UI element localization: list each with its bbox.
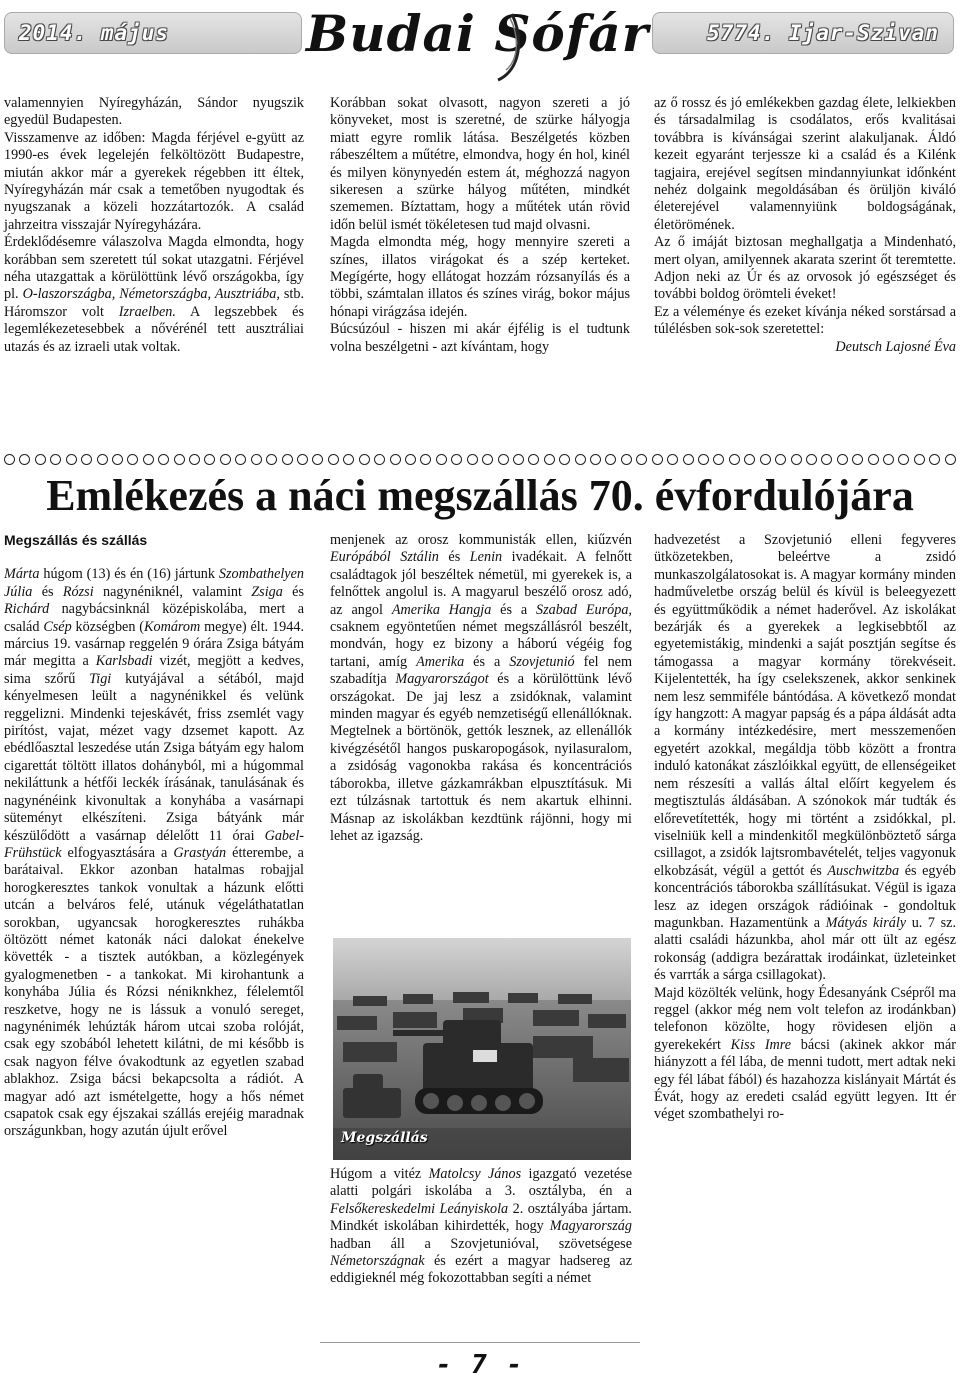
- footer-rule: [320, 1342, 640, 1343]
- occupation-photo: [333, 938, 631, 1160]
- ring-ornament: [328, 454, 339, 465]
- ring-ornament: [297, 454, 308, 465]
- ring-ornament: [436, 454, 447, 465]
- ring-ornament: [621, 454, 632, 465]
- top-col3-para-3: Ez a véleménye és ezeket kívánja néked sorstársad a túlélésben sok-sok szeretettel:: [654, 303, 956, 338]
- ring-ornament: [405, 454, 416, 465]
- header-date-right: 5774. Ijar-Szivan: [707, 21, 939, 45]
- top-column-2: [330, 95, 630, 356]
- ring-ornament: [837, 454, 848, 465]
- ring-ornament: [760, 454, 771, 465]
- ring-ornament: [235, 454, 246, 465]
- ring-ornament: [945, 454, 956, 465]
- article-column-3: [654, 532, 956, 1124]
- ring-ornament: [374, 454, 385, 465]
- top-column-1: [4, 95, 304, 356]
- ring-ornament: [97, 454, 108, 465]
- top-col1-para-1: valamennyien Nyíregyházán, Sándor nyugszik egyedül Budapesten.: [4, 95, 304, 129]
- photo-caption: Megszállás: [341, 1130, 428, 1146]
- ring-ornament: [420, 454, 431, 465]
- ring-ornament: [852, 454, 863, 465]
- ring-ornament: [513, 454, 524, 465]
- ring-ornament: [451, 454, 462, 465]
- ring-ornament: [127, 454, 138, 465]
- top-col2-para-3: Búcsúzóul - hiszen mi akár éjfélig is el tudtunk volna beszélgetni - azt kívántam, hogy: [330, 321, 630, 355]
- ring-ornament: [266, 454, 277, 465]
- ring-ornament: [883, 454, 894, 465]
- top-col3-para-1: az ő rossz és jó emlékekben gazdag élete, lelkiekben és társadalmilag is csodálatos, erős kvalitásai továbbra is kívánságai szerint alakuljanak. Áldó kezeit egyaránt terjessze ki a család és a Kilénk tagjaira, erejével segítsen mindannyiunkat időnként nehéz dolgaink megoldásában és örüljön kiváló életerejével valamennyiünk boldogságának, életörömének.: [654, 95, 956, 233]
- article-col3-para-2: Majd közölték velünk, hogy Édesanyánk Csépről ma reggel (akkor még nem volt telefon az irodánkban) telefonon közölte, hogy rövidesen eljön a gyerekekért Kiss Imre bácsi (akinek akkor már hiányzott a fél lába, de menni tudott, mert adtak neki egy fél lábat fából) és hazahozza kislányait Mártát és Évát, hogy az eredeti család együtt legyen. Itt ér véget szombathelyi ro-: [654, 984, 956, 1123]
- ring-ornament: [914, 454, 925, 465]
- header-date-right-box: [652, 12, 954, 54]
- ring-ornament: [775, 454, 786, 465]
- ring-ornament: [498, 454, 509, 465]
- top-col2-para-1: Korábban sokat olvasott, nagyon szereti a jó könyveket, most is szeretné, de szürke hályogja miatt egyre romlik látása. Beszélgetés közben rábeszéltem a műtétre, elmondva, hogy én hol, kinél és milyen könynyedén estem át, méghozzá nagyon sikeresen a szürke hályog műtéten, mindkét szememen. Bíztattam, hogy a műtétek után rövid időn belül ismét tökéletesen tud majd olvasni.: [330, 95, 630, 233]
- ring-ornament: [174, 454, 185, 465]
- ring-ornament: [220, 454, 231, 465]
- ring-ornament: [929, 454, 940, 465]
- article-col2-para-1: menjenek az orosz kommunisták ellen, kiűzvén Európából Sztálin és Lenin ivadékait. A felnőtt családtagok jól beszéltek németül, mi gyerekek is, a felnőttek angolul is. A magyarul beszélő orosz adó, az angol Amerika Hangja és a Szabad Európa, csaknem egyöntetűen német megszállásról beszélt, mondván, hogy ez bizony a háború végéig fog tartani, amíg Amerika és a Szovjetunió fel nem szabadítja Magyarországot és a körülöttünk lévő országokat. De jaj lesz a zsidóknak, valamint minden magyar és egyéb nemzetiségű ellenállóknak. Megtelnek a börtönök, gettók lesznek, az ellenállók kivégzésétől hangos puskaropogások, nyilasuralom, a zsidóság vagonokba rakása és koncentrációs táborokba, illetve gázkamrákban elpusztításuk. Mi ezt túlzásnak tartottuk és nem akartuk elhinni. Másnap az iskolákban kezdtünk rájönni, hogy mi lehet az igazság.: [330, 532, 632, 844]
- article-column-1: [4, 532, 304, 1141]
- ring-ornament: [189, 454, 200, 465]
- article-column-2-continued: [330, 1166, 632, 1288]
- page-number: - 7 -: [435, 1350, 525, 1380]
- ring-ornament: [683, 454, 694, 465]
- ring-ornament: [66, 454, 77, 465]
- ring-ornament: [482, 454, 493, 465]
- ring-ornament: [112, 454, 123, 465]
- header-date-left: 2014. május: [19, 21, 170, 45]
- article-headline: Emlékezés a náci megszállás 70. évfordulójára: [46, 471, 914, 520]
- article-col1-para: Márta húgom (13) és én (16) jártunk Szombathelyen Júlia és Rózsi nagynéniknél, valamint Zsiga és Richárd nagybácsinknál középiskolába, mert a család Csép községben (Komárom megye) élt. 1944. március 19. vasárnap reggelén 9 órára Zsiga bátyám már megitta a Karlsbadi vizét, megjött a kedves, sima szőrű Tigi kutyájával a sétából, majd kényelmesen leült a nagynénikkel és velünk reggelizni. Mindenki tejeskávét, friss zsemlét vagy pirítóst, vajat, mézet vagy dzsemet kapott. Az ebédlőasztal leszedése után Zsiga bátyám egy halom cigarettát töltött illatos dohányból, mi a húgommal nekiláttunk a hétfői leckék írásának, tanulásának és nagynénéink kivonultak a konyhába a vasárnapi süteményt elkészíteni. Zsiga bátyánk már készülődött a vasárnap délelőtt 11 órai Gabel-Frühstück elfogyasztására a Grastyán étterembe, a barátaival. Ekkor azonban hatalmas robajjal horogkeresztes tankok vonultak a házunk előtti utcán a belváros felé, utánuk végeláthatatlan sorokban, ugyancsak horogkeresztes ruhákba öltözött német katonák náci dalokat énekelve követték - a tisztek autókban, a közlegények gyalogmenetben - a tankokat. Mi kirohantunk a konyhába Júlia és Rózsi néniknkhez, félelemtől reszketve, hogy ne is lássuk a vonuló sereget, nagynénimék lehúzták három utcai szoba rolóját, csak egy szobából lehetett kilátni, de mi később is csak nagyon félve óvakodtunk az egyetlen szabad ablakhoz. Zsiga bácsi bekapcsolta a rádiót. A magyar adó azt ismételgette, hogy a hős német csapatok csak egy éjszakai szállás erejéig maradnak országunkban, hogy azután újult erővel: [4, 566, 305, 1140]
- ring-ornament: [821, 454, 832, 465]
- ring-ornament: [590, 454, 601, 465]
- top-signature: Deutsch Lajosné Éva: [835, 338, 956, 355]
- ring-ornament: [143, 454, 154, 465]
- ring-ornament: [282, 454, 293, 465]
- ring-ornament: [698, 454, 709, 465]
- ring-ornament: [312, 454, 323, 465]
- article-col2-para-2: Húgom a vitéz Matolcsy János igazgató vezetése alatti polgári iskolába a 3. osztályba, én a Felsőkereskedelmi Leányiskola 2. osztályába jártam. Mindkét iskolában kihirdették, hogy Magyarország hadban áll a Szovjetunióval, szövetségese Németországnak és ezért a magyar hadsereg az eddigieknél még fokozottabban segíti a német: [330, 1166, 632, 1287]
- ring-ornament: [19, 454, 30, 465]
- ring-ornament: [713, 454, 724, 465]
- ring-ornament: [898, 454, 909, 465]
- shofar-icon: [490, 10, 530, 86]
- article-column-2: [330, 532, 632, 845]
- ring-ornament: [868, 454, 879, 465]
- top-column-3: [654, 95, 956, 356]
- ring-ornament: [791, 454, 802, 465]
- tank-photo-illustration: [333, 938, 631, 1160]
- top-col2-para-2: Magda elmondta még, hogy mennyire szereti a színes, illatos virágokat és a szép kerteket. Megígérte, hogy ellátogat hozzám rózsanyílás és a többi, számtalan illatos és színes virág, bokor május hónapi virágzása idején.: [330, 234, 630, 320]
- ring-ornament: [729, 454, 740, 465]
- article-col3-para-1: hadvezetést a Szovjetunió elleni fegyveres ütközetekben, beleértve a zsidó munkaszolgálatosokat is. A magyar kormány minden hadműveletbe ország belül és kívül is beleegyezett és együttműködik a német haderővel. Az iskolákat bezárják és a gyerekek a legkisebbtől az egyetemistákig, mindenki a saját posztján segítse és támogassa a magyar kormány törekvéseit. Kijelentették, ha így cselekszenek, akkor senkinek nem lesz semmiféle bántódása. A következő mondat így hangzott: A magyar papság és a pápa áldását adta a kormány intézkedésire, mert messzemenően egyetért azokkal, megáldja több között a frontra induló katonákat zászlóikkal együtt, de ellenségeiket nem részesíti a vallás által előírt kegyelem és megtisztulás áldásában. A szónokok már tudták és előrevetítették, hogy mi történt a zsidókkal, pl. viselniük kell a mindenkitől megkülönböztető sárga csillagot, a zsidók lajtsrombavételét, teljes vagyonuk elkobzását, végül a gettót és Auschwitzba és egyéb koncentrációs táborokba szállításukat. Végül is igaza lesz az idegen országok rádióinak - gondoltuk magunkban. Hazamentünk a Mátyás király u. 7 sz. alatti családi házunkba, ahol már ott ült az egész rokonság (addigra bezárattak irodáinkat, üzleteinket és varrták a sárga csillagokat).: [654, 532, 956, 984]
- ring-ornament: [4, 454, 15, 465]
- ring-ornament: [636, 454, 647, 465]
- ring-ornament: [359, 454, 370, 465]
- ring-ornament: [652, 454, 663, 465]
- top-col1-para-2: Visszamenve az időben: Magda férjével e-gyütt az 1990-es évek legelején felköltözött Budapestre, miután akkor már a gyerekek régebben itt éltek, Nyíregyházán már csak a temetőben nyugodtak és nyugszanak a közeli hozzátartozók. A család jahrzeitra visszajár Nyíregyházára.: [4, 129, 304, 233]
- masthead-title: Budai Sófár: [305, 4, 650, 63]
- top-col3-para-2: Az ő imáját biztosan meghallgatja a Mindenható, mert olyan, amilyennek akarata szerint őt teremtette. Adjon neki az Úr és az orvosok jó egészséget és további boldog örömteli éveket!: [654, 234, 956, 303]
- ring-divider: [4, 453, 956, 467]
- ring-ornament: [251, 454, 262, 465]
- ring-ornament: [467, 454, 478, 465]
- ring-ornament: [605, 454, 616, 465]
- ring-ornament: [559, 454, 570, 465]
- article-subhead: Megszállás és szállás: [4, 532, 148, 548]
- ring-ornament: [158, 454, 169, 465]
- ring-ornament: [50, 454, 61, 465]
- ring-ornament: [81, 454, 92, 465]
- ring-ornament: [343, 454, 354, 465]
- ring-ornament: [544, 454, 555, 465]
- masthead: [305, 4, 650, 84]
- header-date-left-box: [4, 12, 302, 54]
- ring-ornament: [575, 454, 586, 465]
- ring-ornament: [35, 454, 46, 465]
- ring-ornament: [528, 454, 539, 465]
- top-col1-para-3: Érdeklődésemre válaszolva Magda elmondta, hogy korábban sem szeretett túl sokat utazgatni. Férjével néha utazgattak a körülöttünk lévő országokba, így pl. O-laszországba, Németországba, Ausztriába, stb. Háromszor volt Izraelben. A legszebbek és legemlékezetesebbek a nővérénél tett ausztráliai utazás és az izraeli utak voltak.: [4, 234, 304, 355]
- ring-ornament: [806, 454, 817, 465]
- ring-ornament: [744, 454, 755, 465]
- ring-ornament: [204, 454, 215, 465]
- ring-ornament: [667, 454, 678, 465]
- ring-ornament: [390, 454, 401, 465]
